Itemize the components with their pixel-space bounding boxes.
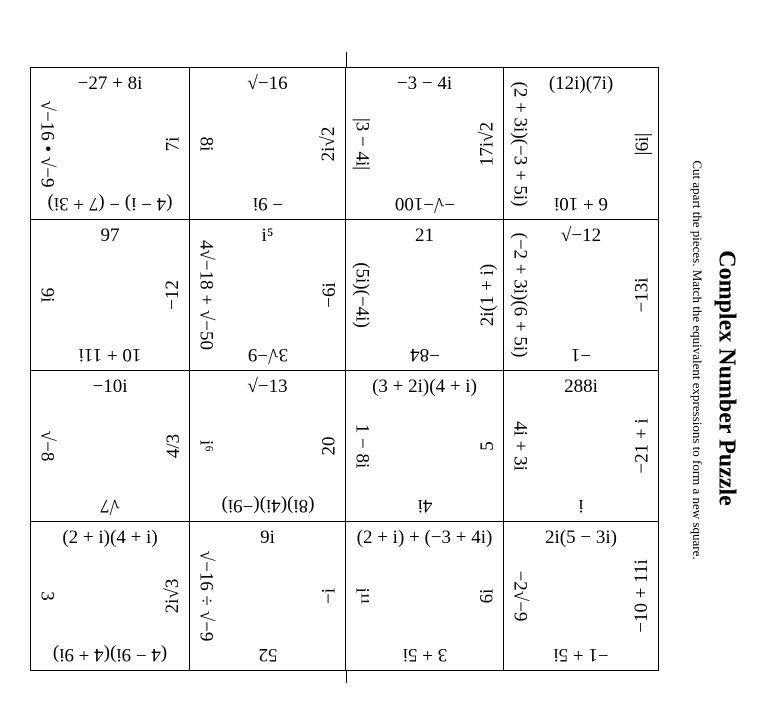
expression-bottom: 6 + 10i	[554, 193, 608, 214]
expression-top: 97	[100, 225, 120, 246]
expression-top: (2 + i) + (−3 + 4i)	[356, 527, 493, 548]
expression-bottom: 3√−9	[247, 344, 288, 365]
expression-left: √−16 • √−9	[36, 100, 58, 187]
expression-top: (2 + i)(4 + i)	[62, 527, 158, 548]
cut-line-mark	[346, 52, 347, 67]
expression-right: |6i|	[631, 132, 653, 155]
expression-bottom: −84	[409, 344, 440, 365]
expression-left: i¹¹	[351, 587, 373, 605]
cut-line-mark	[346, 671, 347, 683]
puzzle-piece[interactable]	[504, 67, 659, 220]
puzzle-piece[interactable]	[30, 220, 190, 371]
puzzle-piece[interactable]	[30, 371, 190, 522]
expression-left: |3 − 4i|	[351, 117, 373, 170]
expression-right: −12	[162, 280, 184, 310]
puzzle-piece[interactable]	[30, 522, 190, 671]
expression-right: −13i	[631, 277, 653, 313]
expression-top: 21	[415, 225, 434, 246]
expression-right: 20	[318, 436, 340, 456]
expression-left: −2√−9	[509, 570, 531, 622]
expression-top: (3 + 2i)(4 + i)	[372, 376, 477, 397]
expression-bottom: −√−100	[394, 193, 455, 214]
expression-bottom: −1 + 5i	[553, 644, 609, 665]
expression-bottom: 52	[258, 644, 277, 665]
expression-left: i⁶	[195, 440, 217, 452]
expression-right: 6i	[476, 588, 498, 604]
expression-right: −10 + 11i	[631, 559, 653, 633]
expression-top: −10i	[92, 376, 128, 397]
expression-right: 5	[476, 441, 498, 451]
puzzle-piece[interactable]	[504, 371, 659, 522]
expression-top: 9i	[260, 527, 275, 548]
expression-left: 4i + 3i	[509, 421, 531, 471]
expression-bottom: 4i	[417, 495, 432, 516]
expression-bottom: i	[578, 495, 584, 516]
puzzle-piece[interactable]	[346, 371, 504, 522]
expression-top: (12i)(7i)	[548, 73, 614, 94]
puzzle-piece[interactable]	[190, 67, 346, 220]
expression-bottom: (4 − 9i)(4 + 9i)	[52, 644, 168, 665]
puzzle-piece[interactable]	[504, 220, 659, 371]
expression-top: −3 − 4i	[396, 73, 453, 94]
expression-top: 288i	[564, 376, 598, 397]
expression-left: √−16 ÷ √−9	[195, 550, 217, 642]
expression-right: −21 + i	[631, 418, 653, 474]
expression-right: 7i	[162, 136, 184, 151]
expression-left: (5i)(−4i)	[351, 262, 373, 328]
expression-bottom: √7	[100, 495, 120, 516]
expression-right: 4/3	[162, 433, 184, 459]
puzzle-piece[interactable]	[346, 220, 504, 371]
expression-left: 4√−18 + √−50	[195, 239, 217, 351]
puzzle-piece[interactable]	[346, 522, 504, 671]
expression-left: 9i	[36, 287, 58, 303]
expression-left: (2 + 3i)(−3 + 5i)	[509, 80, 531, 207]
expression-bottom: 3 + 5i	[402, 644, 447, 665]
puzzle-piece[interactable]	[190, 522, 346, 671]
expression-top: −27 + 8i	[77, 73, 143, 94]
expression-left: √−8	[36, 430, 58, 462]
expression-bottom: −1	[570, 344, 592, 365]
expression-right: 2i√3	[162, 578, 184, 614]
expression-bottom: (8i)(4i)(−9i)	[220, 495, 315, 516]
expression-bottom: − 9i	[252, 193, 283, 214]
instructions-text: Cut apart the pieces. Match the equivalent expressions to form a new square.	[690, 160, 705, 560]
expression-left: (−2 + 3i)(6 + 5i)	[509, 232, 531, 358]
expression-right: 2i√2	[318, 126, 340, 161]
expression-right: 17i√2	[476, 121, 498, 166]
expression-left: 3	[36, 591, 58, 601]
puzzle-piece[interactable]	[30, 67, 190, 220]
expression-right: −6i	[318, 282, 340, 308]
expression-top: i⁵	[261, 225, 274, 246]
expression-bottom: 10 + 11i	[78, 344, 142, 365]
expression-right: −i	[318, 588, 340, 604]
expression-top: √−13	[247, 376, 288, 397]
expression-top: √−12	[560, 225, 602, 246]
puzzle-grid	[30, 67, 659, 671]
expression-left: 1 − 8i	[351, 423, 373, 469]
expression-bottom: (4 − i) − (7 + 3i)	[47, 193, 173, 214]
expression-right: 2i(1 + i)	[476, 263, 498, 327]
expression-top: 2i(5 − 3i)	[545, 527, 617, 548]
expression-top: √−16	[247, 73, 288, 94]
puzzle-piece[interactable]	[346, 67, 504, 220]
puzzle-piece[interactable]	[190, 220, 346, 371]
puzzle-piece[interactable]	[504, 522, 659, 671]
puzzle-piece[interactable]	[190, 371, 346, 522]
page-title: Complex Number Puzzle	[713, 250, 740, 506]
expression-left: 8i	[195, 136, 217, 151]
